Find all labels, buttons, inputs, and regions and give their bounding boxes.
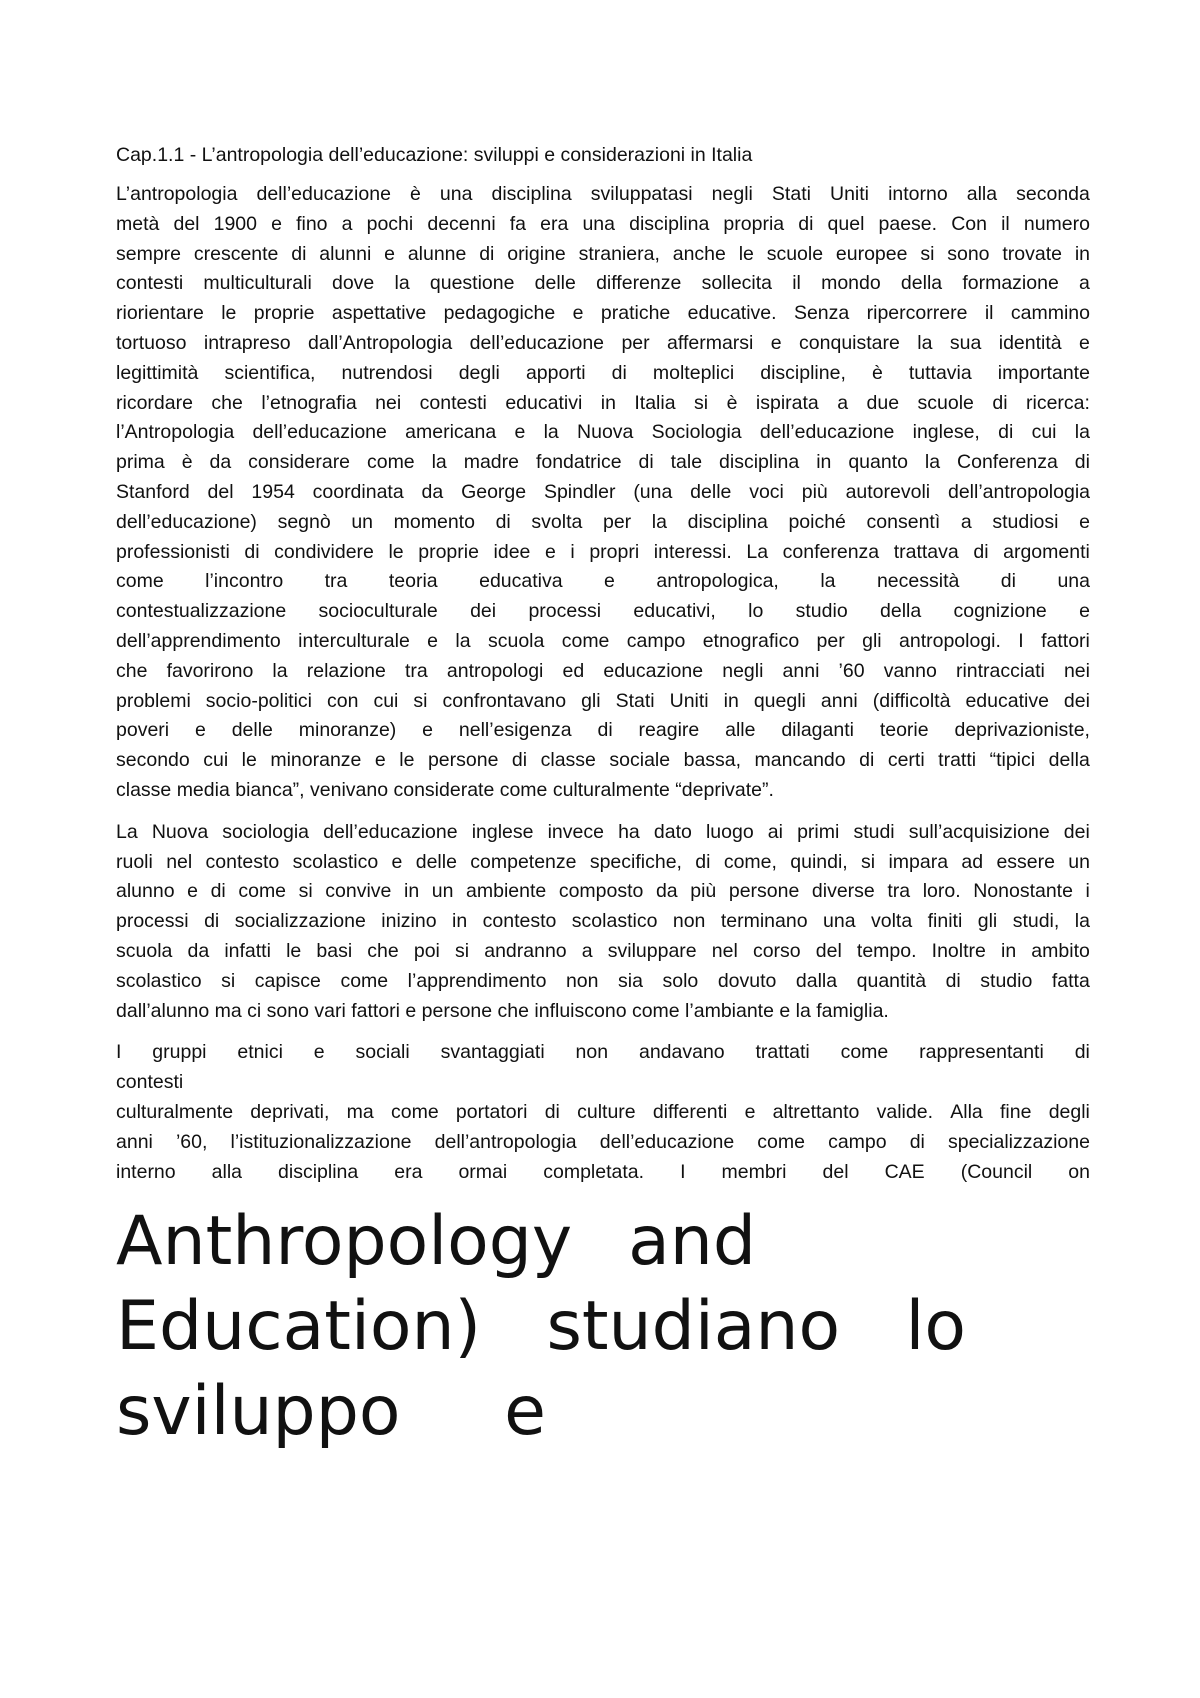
text-line: prima è da considerare come la madre fondatrice di tale disciplina in quanto la Conferenza di [116,451,1090,474]
text-line: scolastico si capisce come l’apprendimento non sia solo dovuto dalla quantità di studio fatta [116,969,1090,992]
text-line: riorientare le proprie aspettative pedagogiche e pratiche educative. Senza ripercorrere il cammino [116,302,1090,325]
text-line: secondo cui le minoranze e le persone di classe sociale bassa, mancando di certi tratti “tipici della [116,749,1090,772]
text-line: ricordare che l’etnografia nei contesti educativi in Italia si è ispirata a due scuole di ricerca: [116,391,1090,414]
text-line: interno alla disciplina era ormai completata. I membri del CAE (Council on [116,1160,1090,1183]
enlarged-text-line: Anthropology and [116,1202,756,1282]
enlarged-text-block [116,1199,966,1454]
enlarged-text-line: sviluppo e [116,1372,546,1452]
text-line: che favorirono la relazione tra antropologi ed educazione negli anni ’60 vanno rintracciati nei [116,659,1090,682]
text-line: poveri e delle minoranze) e nell’esigenza di reagire alle dilaganti teorie deprivazioniste, [116,719,1090,742]
text-line: metà del 1900 e fino a pochi decenni fa era una disciplina propria di quel paese. Con il numero [116,212,1090,235]
text-line: La Nuova sociologia dell’educazione inglese invece ha dato luogo ai primi studi sull’acquisizione dei [116,820,1090,843]
text-line: contestualizzazione socioculturale dei processi educativi, lo studio della cognizione e [116,600,1090,623]
text-line: Stanford del 1954 coordinata da George Spindler (una delle voci più autorevoli dell’antropologia [116,480,1090,503]
text-line: culturalmente deprivati, ma come portatori di culture differenti e altrettanto valide. Alla fine degli [116,1100,1090,1123]
text-line: l’Antropologia dell’educazione americana e la Nuova Sociologia dell’educazione inglese, di cui la [116,421,1090,444]
text-line: dall’alunno ma ci sono vari fattori e persone che influiscono come l’ambiante e la famiglia. [116,999,889,1022]
text-line: contesti [116,1071,184,1094]
text-line: dell’educazione) segnò un momento di svolta per la disciplina poiché consentì a studiosi e [116,510,1090,533]
section-heading: Cap.1.1 - L’antropologia dell’educazione: sviluppi e considerazioni in Italia [116,144,753,166]
text-line: sempre crescente di alunni e alunne di origine straniera, anche le scuole europee si sono trovate in [116,242,1090,265]
paragraph [116,1038,1090,1187]
document-body [116,180,1090,1187]
text-line: come l’incontro tra teoria educativa e antropologica, la necessità di una [116,570,1090,593]
text-line: anni ’60, l’istituzionalizzazione dell’antropologia dell’educazione come campo di specializzazione [116,1130,1090,1153]
text-line: problemi socio-politici con cui si confrontavano gli Stati Uniti in quegli anni (difficoltà educative dei [116,689,1090,712]
enlarged-text-line: Education) studiano lo [116,1287,966,1367]
text-line: tortuoso intrapreso dall’Antropologia dell’educazione per affermarsi e conquistare la sua identità e [116,331,1090,354]
text-line: ruoli nel contesto scolastico e delle competenze specifiche, di come, quindi, si impara ad essere un [116,850,1090,873]
text-line: processi di socializzazione inizino in contesto scolastico non terminano una volta finiti gli studi, la [116,910,1090,933]
text-line: legittimità scientifica, nutrendosi degli apporti di molteplici discipline, è tuttavia importante [116,361,1090,384]
text-line: professionisti di condividere le proprie idee e i propri interessi. La conferenza trattava di argomenti [116,540,1090,563]
paragraph [116,818,1090,1027]
text-line: dell’apprendimento interculturale e la scuola come campo etnografico per gli antropologi. I fattori [116,629,1090,652]
text-line: scuola da infatti le basi che poi si andranno a sviluppare nel corso del tempo. Inoltre in ambito [116,939,1090,962]
paragraph [116,180,1090,806]
text-line: alunno e di come si convive in un ambiente composto da più persone diverse tra loro. Nonostante i [116,880,1090,903]
text-line: L’antropologia dell’educazione è una disciplina sviluppatasi negli Stati Uniti intorno alla seconda [116,183,1090,205]
text-line: classe media bianca”, venivano considerate come culturalmente “deprivate”. [116,778,774,801]
text-line: contesti multiculturali dove la questione delle differenze sollecita il mondo della formazione a [116,272,1090,295]
text-line: I gruppi etnici e sociali svantaggiati non andavano trattati come rappresentanti di [116,1041,1090,1064]
document-page [116,140,1090,1454]
